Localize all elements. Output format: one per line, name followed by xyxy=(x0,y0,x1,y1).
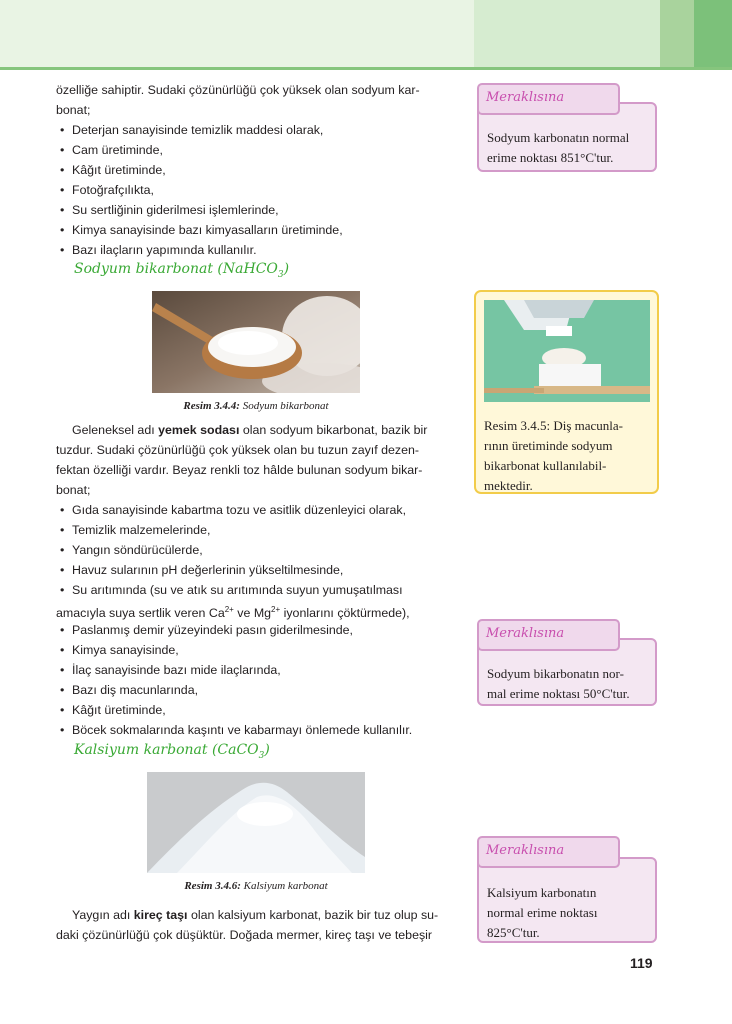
water-treatment-item xyxy=(56,580,458,623)
text-span: Yaygın adı xyxy=(72,908,134,922)
intro-line: özelliğe sahiptir. Sudaki çözünürlüğü çok yüksek olan sodyum kar- xyxy=(56,83,420,97)
list-item: • Gıda sanayisinde kabartma tozu ve asitlik düzenleyici olarak, xyxy=(56,500,458,520)
info-line: mal erime noktası 50°C'tur. xyxy=(487,686,630,701)
toothpaste-photo xyxy=(484,300,650,402)
paragraph-line: bonat; xyxy=(56,483,91,497)
figure-caption-344 xyxy=(152,400,360,412)
list-item: • Kimya sanayisinde, xyxy=(56,640,458,660)
ion-charge: 2+ xyxy=(224,605,234,614)
header-block xyxy=(694,0,732,68)
text-span: ve Mg xyxy=(233,606,272,621)
text-span: olan sodyum bikarbonat, bazik bir xyxy=(239,423,428,437)
list-item: • Kâğıt üretiminde, xyxy=(56,160,458,180)
heading-text: ) xyxy=(283,261,290,277)
ion-charge: 2+ xyxy=(271,605,281,614)
paragraph-line xyxy=(56,420,458,440)
bicarbonate-uses-list-a xyxy=(56,500,458,580)
meraklisina-tab xyxy=(477,836,620,868)
list-item: • Deterjan sanayisinde temizlik maddesi olarak, xyxy=(56,120,458,140)
caption-label: Resim 3.4.4: xyxy=(183,400,240,412)
figure-caption-346 xyxy=(147,880,365,892)
caption-line: Resim 3.4.5: Diş macunla- xyxy=(484,418,624,433)
heading-subscript: 3 xyxy=(258,750,265,761)
list-item: • Bazı ilaçların yapımında kullanılır. xyxy=(56,240,458,260)
header-block xyxy=(474,0,660,68)
meraklisina-tab xyxy=(477,83,620,115)
list-item: • Havuz sularının pH değerlerinin yükseltilmesinde, xyxy=(56,560,458,580)
heading-text: ) xyxy=(264,742,270,758)
tab-label: Meraklısına xyxy=(486,843,565,858)
info-line: erime noktası 851°C'tur. xyxy=(487,150,614,165)
paragraph-line: tuzdur. Sudaki çözünürlüğü çok yüksek olan bu tuzun zayıf dezen- xyxy=(56,443,419,457)
heading-sodium-bicarbonate xyxy=(74,261,476,280)
text-span: Geleneksel adı xyxy=(72,423,159,437)
calcium-paragraph xyxy=(56,905,458,945)
keyword-bold: yemek sodası xyxy=(158,423,240,437)
info-line: 825°C'tur. xyxy=(487,925,540,940)
caption-line: rının üretiminde sodyum xyxy=(484,438,613,453)
info-line: Kalsiyum karbonatın xyxy=(487,885,597,900)
text-span: Su arıtımında (su ve atık su arıtımında suyun yumuşatılması xyxy=(72,583,403,597)
list-item: • Paslanmış demir yüzeyindeki pasın giderilmesinde, xyxy=(56,620,458,640)
caption-label: Resim 3.4.6: xyxy=(184,880,241,892)
list-item xyxy=(56,580,458,600)
list-item: • İlaç sanayisinde bazı mide ilaçlarında, xyxy=(56,660,458,680)
paragraph-line: fektan özelliği vardır. Beyaz renkli toz hâlde bulunan sodyum bikar- xyxy=(56,463,423,477)
list-item: • Kâğıt üretiminde, xyxy=(56,700,458,720)
list-item: • Yangın söndürücülerde, xyxy=(56,540,458,560)
paragraph-line: daki çözünürlüğü çok düşüktür. Doğada mermer, kireç taşı ve tebeşir xyxy=(56,928,433,942)
info-line: normal erime noktası xyxy=(487,905,598,920)
calcium-carbonate-photo xyxy=(147,772,365,873)
paragraph-line xyxy=(56,905,458,925)
bicarbonate-uses-list-b xyxy=(56,620,458,740)
list-item: • Cam üretiminde, xyxy=(56,140,458,160)
caption-line: bikarbonat kullanılabil- xyxy=(484,458,607,473)
info-line: Sodyum bikarbonatın nor- xyxy=(487,666,624,681)
list-item: • Temizlik malzemelerinde, xyxy=(56,520,458,540)
page-number: 119 xyxy=(630,955,653,971)
caption-line: mektedir. xyxy=(484,478,533,493)
meraklisina-tab xyxy=(477,619,620,651)
figure-box-345 xyxy=(474,290,659,494)
sodium-bicarbonate-photo xyxy=(152,291,360,393)
bullet: • xyxy=(60,583,65,597)
text-span: iyonlarını çöktürmede), xyxy=(280,606,410,621)
intro-paragraph xyxy=(56,80,458,120)
info-box-calcium-carbonate xyxy=(477,857,657,943)
caption-text: Sodyum bikarbonat xyxy=(239,400,329,412)
keyword-bold: kireç taşı xyxy=(133,908,188,922)
text-span: olan kalsiyum karbonat, bazik bir tuz olup su- xyxy=(187,908,439,922)
list-item: • Bazı diş macunlarında, xyxy=(56,680,458,700)
heading-subscript: 3 xyxy=(277,269,284,280)
tab-label: Meraklısına xyxy=(486,626,565,641)
intro-line: bonat; xyxy=(56,103,91,117)
header-rule xyxy=(0,67,732,70)
sodium-carbonate-uses-list xyxy=(56,120,458,260)
list-item: • Su sertliğinin giderilmesi işlemlerinde, xyxy=(56,200,458,220)
tab-label: Meraklısına xyxy=(486,90,565,105)
list-item: • Kimya sanayisinde bazı kimyasalların üretiminde, xyxy=(56,220,458,240)
header-block xyxy=(660,0,694,68)
info-line: Sodyum karbonatın normal xyxy=(487,130,630,145)
heading-text: Kalsiyum karbonat (CaCO xyxy=(74,742,259,758)
caption-text: Kalsiyum karbonat xyxy=(240,880,328,892)
heading-calcium-carbonate xyxy=(74,742,476,761)
heading-text: Sodyum bikarbonat (NaHCO xyxy=(74,261,278,277)
list-item: • Böcek sokmalarında kaşıntı ve kabarmayı önlemede kullanılır. xyxy=(56,720,458,740)
bicarbonate-paragraph xyxy=(56,420,458,500)
text-span: amacıyla suya sertlik veren Ca xyxy=(56,606,225,621)
list-item: • Fotoğrafçılıkta, xyxy=(56,180,458,200)
